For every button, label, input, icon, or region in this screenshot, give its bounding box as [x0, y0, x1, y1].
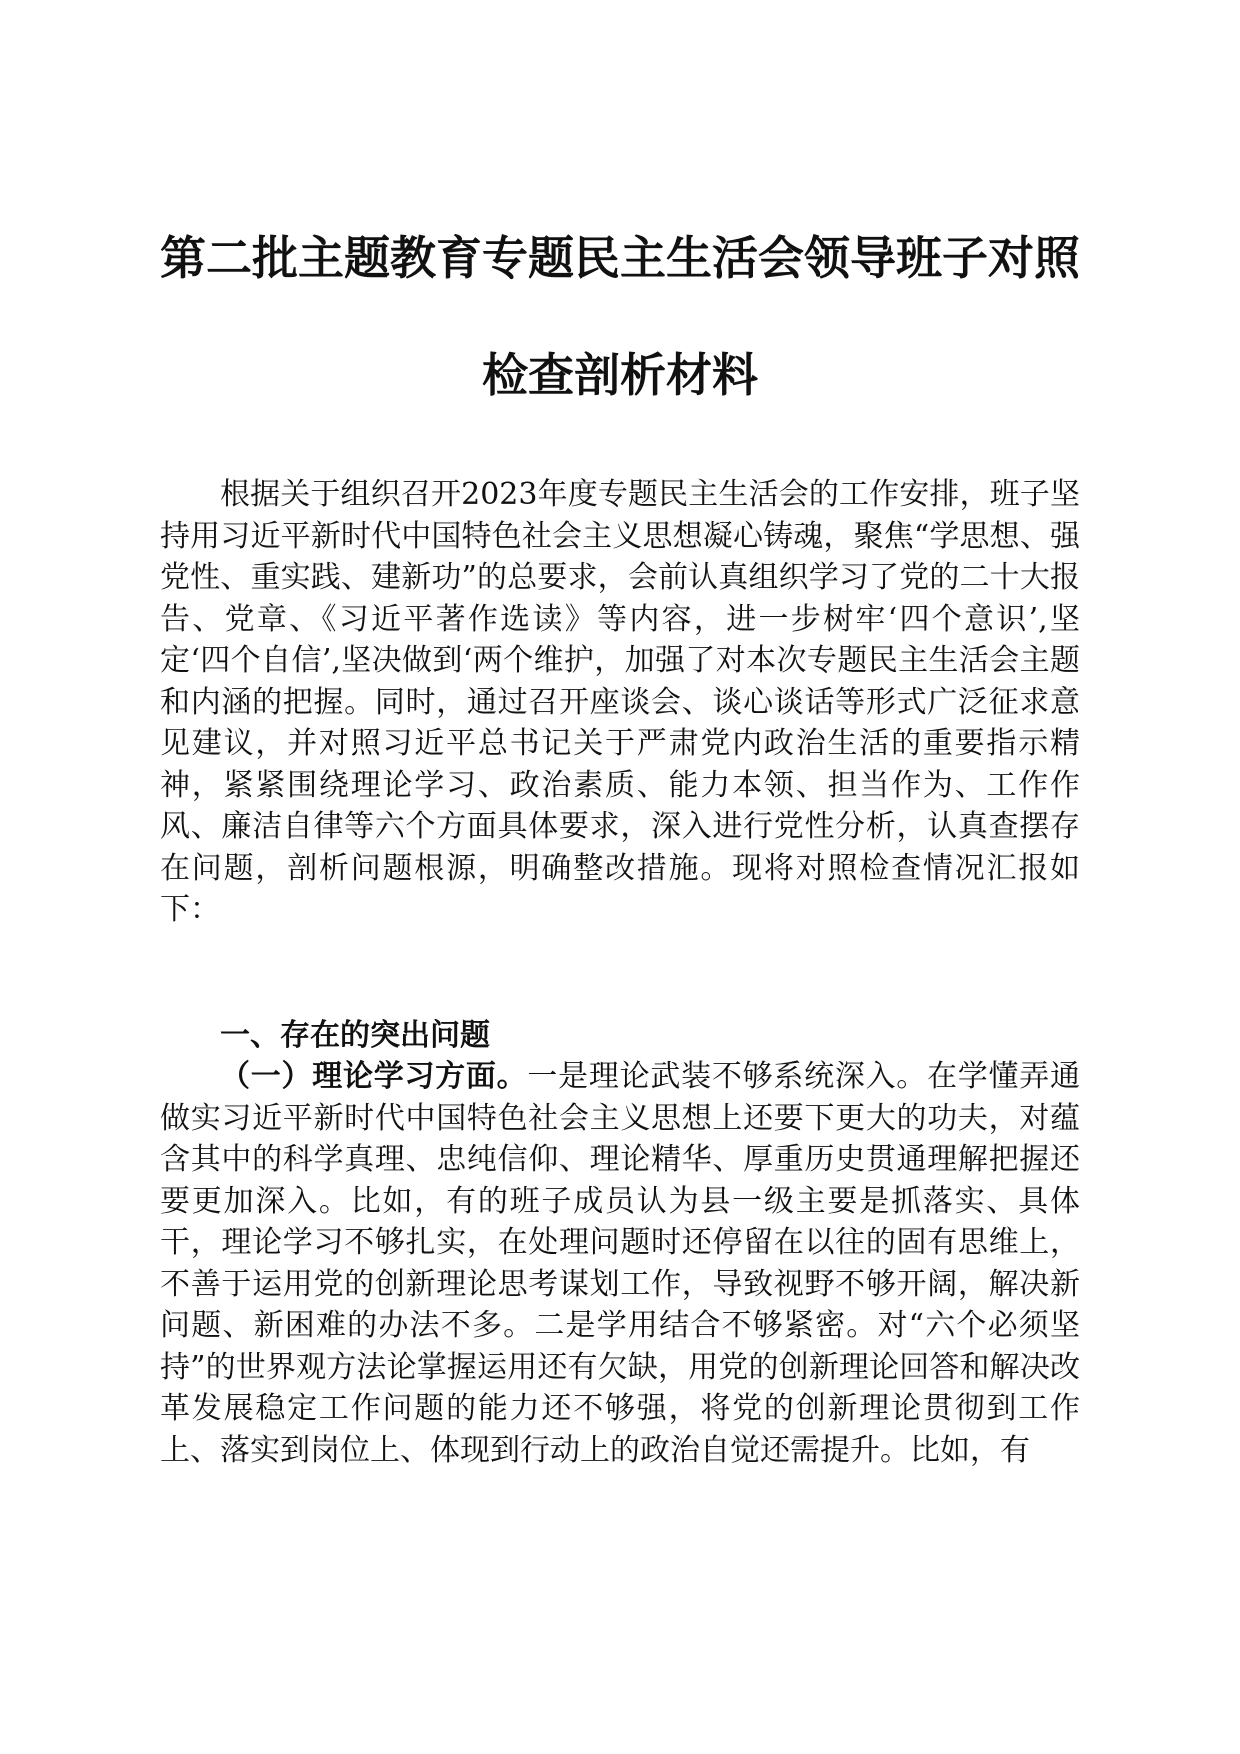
document-title-line-2: 检查剖析材料: [482, 348, 758, 402]
document-title-line-1: 第二批主题教育专题民主生活会领导班子对照: [160, 231, 1080, 285]
intro-paragraph: 根据关于组织召开2023年度专题民主生活会的工作安排，班子坚持用习近平新时代中国特色社会主义思想凝心铸魂，聚焦“学思想、强党性、重实践、建新功”的总要求，会前认真组织学习了党的二十大报告、党章、《习近平著作选读》等内容，进一步树牢‘四个意识’,坚定‘四个自信’,坚决做到‘两个维护，加强了对本次专题民主生活会主题和内涵的把握。同时，通过召开座谈会、谈心谈话等形式广泛征求意见建议，并对照习近平总书记关于严肃党内政治生活的重要指示精神，紧紧围绕理论学习、政治素质、能力本领、担当作为、工作作风、廉洁自律等六个方面具体要求，深入进行党性分析，认真查摆存在问题，剖析问题根源，明确整改措施。现将对照检查情况汇报如下：: [160, 477, 1080, 927]
subsection-body-text: 在学懂弄通做实习近平新时代中国特色社会主义思想上还要下更大的功夫，对蕴含其中的科学真理、忠纯信仰、理论精华、厚重历史贯通理解把握还要更加深入。比如，有的班子成员认为县一级主要是抓落实、具体干，理论学习不够扎实，在处理问题时还停留在以往的固有思维上，不善于运用党的创新理论思考谋划工作，导致视野不够开阔，解决新问题、新困难的办法不多。二是学用结合不够紧密。对“六个必须坚持”的世界观方法论掌握运用还有欠缺，用党的创新理论回答和解决改革发展稳定工作问题的能力还不够强，将党的创新理论贯彻到工作上、落实到岗位上、体现到行动上的政治自觉还需提升。比如，有: [160, 1059, 1081, 1468]
section-heading-problems: 一、存在的突出问题: [220, 1018, 490, 1053]
subsection-paragraph-theory-study: [160, 1056, 1080, 1471]
subsection-lead-sentence: 一是理论武装不够系统深入。: [527, 1059, 928, 1094]
subsection-label: （一）理论学习方面。: [220, 1059, 528, 1094]
